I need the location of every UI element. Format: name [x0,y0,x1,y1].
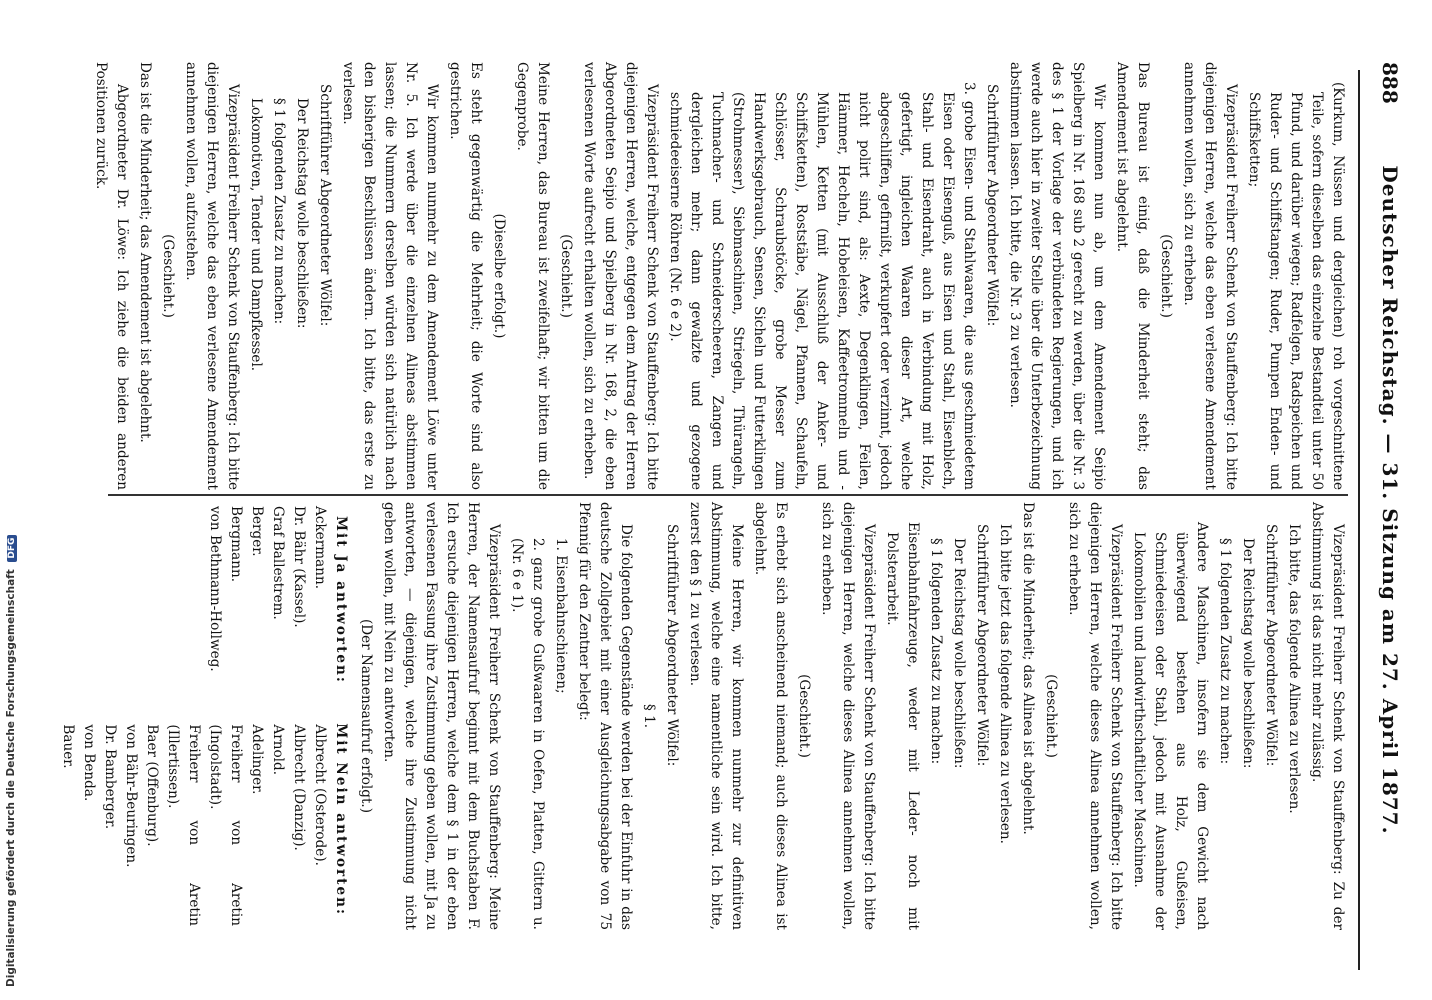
motion-text: Eisenbahnfahrzeuge, weder mit Leder- noch mit Polsterarbeit. [884,522,921,930]
motion-line: Lokomotiven, Tender und Dampfkessel. [248,98,264,372]
speaker-line: Schriftführer Abgeordneter Wölfel: [664,524,680,767]
motion-line: Der Reichstag wolle beschließen: [951,538,967,769]
vote-name: von Bethmann-Hollweg. [207,506,223,672]
stage-direction: (Der Namensaufruf erfolgt.) [358,618,374,814]
vote-name: von Bähr-Beuringen. [123,724,139,868]
running-head: Deutscher Reichstag. — 31. Sitzung am 27. April 1877. [1378,165,1402,835]
vote-name: Ackermann. [312,506,328,590]
motion-line: Der Reichstag wolle beschließen: [1240,538,1256,769]
paragraph: Wir kommen nun ab, um dem Amendement Seipio Spielberg in Nr. 168 sub 2 gerecht zu werden, über die Nr. 3 des § 1 der Vorlage der verbündeten Regierungen, und ich werde auch hier in zweiter Stelle über die Unterbezeichnung abstimmen lassen. Ich bitte, die Nr. 3 zu verlesen. [1007,62,1107,490]
paragraph: Vizepräsident Freiherr Schenk von Stauffenberg: Zu der Abstimmung ist das nicht mehr zulässig. [1309,502,1346,930]
paragraph: Wir kommen nunmehr zu dem Amendement Löwe unter Nr. 5. Ich werde über die einzelnen Alineas abstimmen lassen; die Nummern derselben würden sich natürlich nach den bisherigen Beschlüssen ändern. Ich bitte, das erste zu verlesen. [340,62,440,490]
right-column [58,502,1348,930]
vote-name: Bergmann. [228,506,244,583]
page-header [1366,0,1406,1000]
motion-line: Der Reichstag wolle beschließen: [294,98,310,329]
paragraph: Das ist die Minderheit; das Amendement ist abgelehnt. [137,62,153,443]
vote-name: Freiherr von Aretin (Ingolstadt). [207,724,244,926]
stage-direction: (Geschieht.) [796,674,812,758]
stage-direction: (Geschieht.) [558,234,574,318]
vote-name: Berger. [249,506,265,557]
page-number: 888 [1378,62,1402,104]
paragraph: Abgeordneter Dr. Löwe: Ich ziehe die beiden anderen Positionen zurück. [93,62,130,490]
vote-lists [57,502,330,930]
paragraph: Ich bitte, das folgende Alinea zu verlesen. [1286,524,1302,814]
digitization-text: Digitalisierung gefördert durch die Deutsche Forschungsgemeinschaft [5,569,17,987]
vote-name: Freiherr von Aretin (Illertissen). [165,724,202,926]
speaker-line: Schriftführer Abgeordneter Wölfel: [974,524,990,767]
speaker-line: Schriftführer Abgeordneter Wölfel: [317,84,333,327]
motion-line: § 1 folgenden Zusatz zu machen: [271,98,287,325]
paragraph: Es steht gegenwärtig die Mehrheit; die Worte sind also gestrichen. [447,62,484,490]
paragraph: Die folgenden Gegenstände werden bei der Einfuhr in das deutsche Zollgebiet mit einer Ausgleichungsabgabe von 75 Pfennig für den Zentner belegt: [576,502,634,930]
paragraph: Das ist die Minderheit; das Alinea ist abgelehnt. [1020,502,1036,835]
no-heading: Mit Nein antworten: [333,723,349,916]
vote-name: Dr. Bähr (Kassel). [291,506,307,628]
digitization-notice [5,487,19,987]
list-item: 1. Eisenbahnschienen; [553,538,569,694]
yes-heading: Mit Ja antworten: [333,516,349,684]
vote-name: von Benda. [81,724,97,802]
stage-direction: (Geschieht.) [1043,674,1059,758]
no-list [57,724,330,926]
paragraph: Vizepräsident Freiherr Schenk von Stauffenberg: Ich bitte diejenigen Herren, welche dieses Alinea annehmen wollen, sich zu erheben. [1066,502,1124,930]
vote-name: Albrecht (Danzig). [291,724,307,851]
speaker-line: Schriftführer Abgeordneter Wölfel: [984,84,1000,327]
motion-line: § 1 folgenden Zusatz zu machen: [1217,538,1233,765]
stage-direction: (Geschieht.) [160,234,176,318]
vote-name: Baer (Offenburg). [144,724,160,847]
tariff-item: 3. grobe Eisen- und Stahlwaaren, die aus geschmiedetem Eisen oder Eisenguß, aus Eisen und Stahl, Eisenblech, Stahl- und Eisendraht, auch in Verbindung mit Holz, gefertigt, ingleichen Waaren dieser Art, welche abgeschliffen, gefirnißt, verkupfert oder verzinnt, jedoch nicht polirt sind, als: Aexte, Degenklingen, Feilen, Hämmer, Hecheln, Hobeleisen, Kaffeetrommeln und -Mühlen, Ketten (mit Ausschluß der Anker- und Schiffsketten), Roststäbe, Nägel, Pfannen, Schaufeln, Schlösser, Schraubstöcke, grobe Messer zum Handwerksgebrauch, Sensen, Sicheln und Futterklingen (Strohmesser), Siebmaschinen, Striegeln, Thürangeln, Tuchmacher- und Schneiderscheeren, Zangen und dergleichen mehr; dann gewalzte und gezogene schmiedeeiserne Röhren (Nr. 6 e 2). [667,82,977,490]
header-rule [1358,70,1360,970]
column-divider [108,494,1348,496]
motion-text: Andere Maschinen, insofern sie dem Gewicht nach überwiegend bestehen aus Holz, Gußeisen, Schmiedeeisen oder Stahl, jedoch mit Ausnahme der Lokomobilen und landwirthschaftlicher Maschinen. [1131,522,1210,930]
section-heading: § 1. [641,703,657,729]
vote-name: Graf Ballestrem. [270,506,286,620]
vote-name: Adelinger. [249,724,265,795]
dfg-logo: DFG [7,535,17,562]
list-item: 2. ganz grobe Gußwaaren in Oefen, Platten, Gittern u. (Nr. 6 e 1). [509,538,546,930]
paragraph: (Kurkum, Nüssen und dergleichen) roh vorgeschnittene Teile, sofern dieselben das einzelne Bestandteil unter 50 Pfund, und darüber wiegen; Radfelgen, Radspeichen und Ruder- und Schiffstangen; Ruder, Pumpen Enden- und Schiffsketten; [1246,82,1346,490]
paragraph: Es erhebt sich anscheinend niemand; auch dieses Alinea ist abgelehnt. [752,502,789,930]
paragraph: Vizepräsident Freiherr Schenk von Stauffenberg: Ich bitte diejenigen Herren, welche, entgegen dem Antrag der Herren Abgeordneten Seipio und Spielberg in Nr. 168, 2, die eben verlesenen Worte aufrecht erhalten wollen, sich zu erheben. [581,62,660,490]
paragraph: Meine Herren, das Bureau ist zweifelhaft; wir bitten um die Gegenprobe. [514,62,551,490]
paragraph: Vizepräsident Freiherr Schenk von Stauffenberg: Ich bitte diejenigen Herren, welche dieses Alinea annehmen wollen, sich zu erheben. [819,502,877,930]
stage-direction: (Geschieht.) [1158,234,1174,318]
paragraph: Meine Herren, wir kommen nunmehr zur definitiven Abstimmung, welche eine namentliche sein wird. Ich bitte, zuerst den § 1 zu verlesen. [687,502,745,930]
vote-name: Arnold. [270,724,286,776]
vote-name: Dr. Bamberger. [102,724,118,830]
paragraph: Vizepräsident Freiherr Schenk von Stauffenberg: Ich bitte diejenigen Herren, welche das eben verlesene Amendement annehmen wollen, sich zu erheben. [1181,62,1239,490]
vote-headings [330,502,351,930]
paragraph: Vizepräsident Freiherr Schenk von Stauffenberg: Meine Herren, der Namensaufruf beginnt mit dem Buchstaben F. Ich ersuche diejenigen Herren, welche dem § 1 in der eben verlesenen Fassung ihre Zustimmung geben wollen, mit Ja zu antworten, — diejenigen, welche ihre Zustimmung nicht geben wollen, mit Nein zu antworten. [381,502,502,930]
vote-name: Bauer. [60,724,76,769]
motion-line: § 1 folgenden Zusatz zu machen: [928,538,944,765]
paragraph: Vizepräsident Freiherr Schenk von Stauffenberg: Ich bitte diejenigen Herren, welche das eben verlesene Amendement annehmen wollen, aufzustehen. [183,62,241,490]
speaker-line: Schriftführer Abgeordneter Wölfel: [1263,524,1279,767]
paragraph: Das Bureau ist einig, daß die Minderheit steht; das Amendement ist abgelehnt. [1114,62,1151,490]
stage-direction: (Dieselbe erfolgt.) [491,213,507,339]
vote-name: Albrecht (Osterode). [312,724,328,866]
left-column [58,62,1348,490]
yes-list [57,506,330,708]
paragraph: Ich bitte jetzt das folgende Alinea zu verlesen. [997,524,1013,844]
